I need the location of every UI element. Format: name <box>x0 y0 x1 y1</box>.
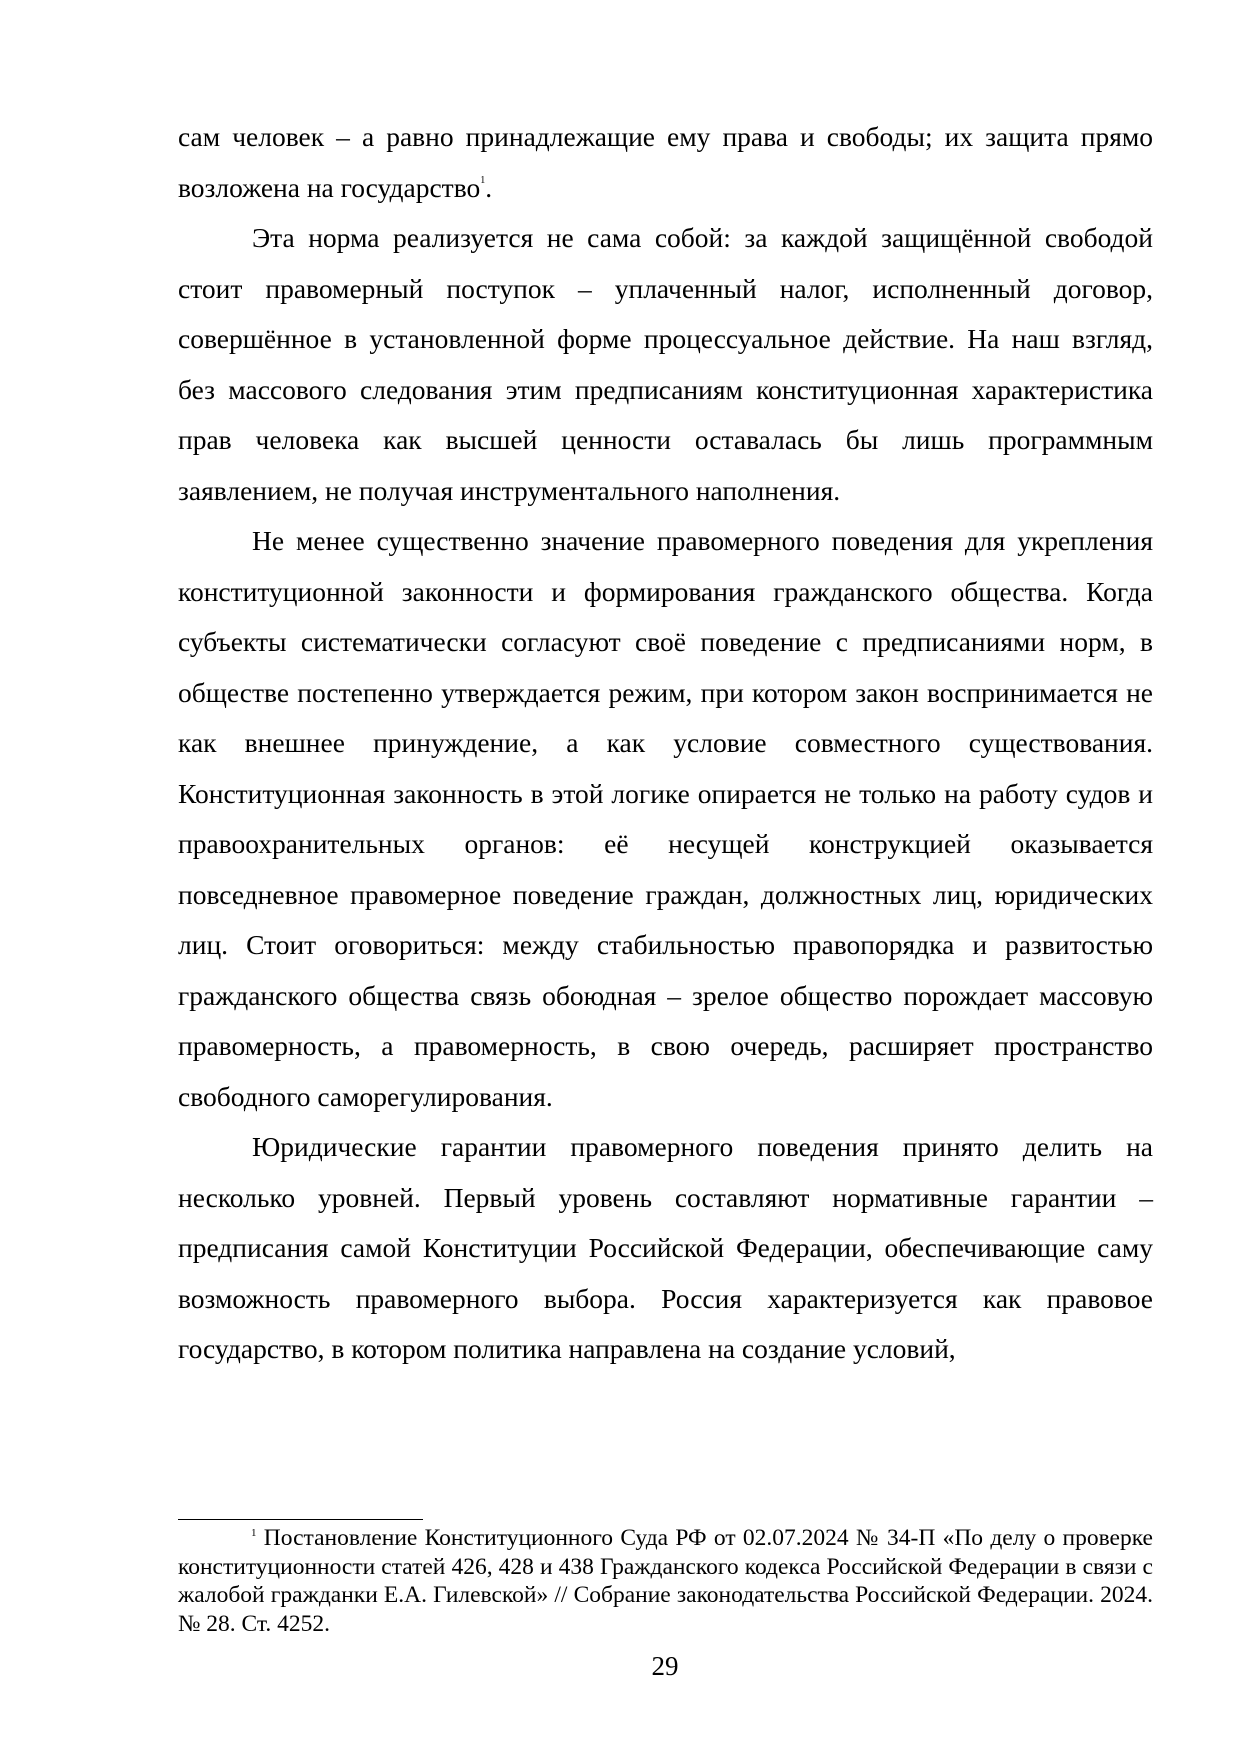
page-number: 29 <box>651 1651 679 1681</box>
paragraph: Эта норма реализуется не сама собой: за каждой защищённой свободой стоит правомерный поступок – уплаченный налог, исполненный договор, совершённое в установленной форме процессуальное действие. На наш взгляд, без массового следования этим предписаниям конституционная характеристика прав человека как высшей ценности оставалась бы лишь программным заявлением, не получая инструментального наполнения. <box>178 222 1153 506</box>
paragraph <box>178 112 1153 213</box>
paragraph-text: сам человек – а равно принадлежащие ему права и свободы; их защита прямо возложена на государство <box>178 121 1153 203</box>
footnote-text: Постановление Конституционного Суда РФ от 02.07.2024 № 34-П «По делу о проверке конституционности статей 426, 428 и 438 Гражданского кодекса Российской Федерации в связи с жалобой гражданки Е.А. Гилевской» // Собрание законодательства Российской Федерации. 2024. № 28. Ст. 4252. <box>178 1525 1153 1637</box>
footnote-marker: 1 <box>251 1527 257 1539</box>
footnote <box>178 1524 1153 1638</box>
paragraph-tail: . <box>485 171 493 203</box>
body-text <box>178 112 1153 1375</box>
paragraph: Юридические гарантии правомерного поведения принято делить на несколько уровней. Первый уровень составляют нормативные гарантии – предписания самой Конституции Российской Федерации, обеспечивающие саму возможность правомерного выбора. Россия характеризуется как правовое государство, в котором политика направлена на создание условий, <box>178 1131 1153 1364</box>
footnote-text-block <box>178 1524 1153 1638</box>
footnote-separator <box>178 1519 423 1520</box>
footnote-reference[interactable]: 1 <box>480 174 486 186</box>
paragraph: Не менее существенно значение правомерного поведения для укрепления конституционной законности и формирования гражданского общества. Когда субъекты систематически согласуют своё поведение с предписаниями норм, в обществе постепенно утверждается режим, при котором закон воспринимается не как внешнее принуждение, а как условие совместного существования. Конституционная законность в этой логике опирается не только на работу судов и правоохранительных органов: её несущей конструкцией оказывается повседневное правомерное поведение граждан, должностных лиц, юридических лиц. Стоит оговориться: между стабильностью правопорядка и развитостью гражданского общества связь обоюдная – зрелое общество порождает массовую правомерность, а правомерность, в свою очередь, расширяет пространство свободного саморегулирования. <box>178 525 1153 1112</box>
